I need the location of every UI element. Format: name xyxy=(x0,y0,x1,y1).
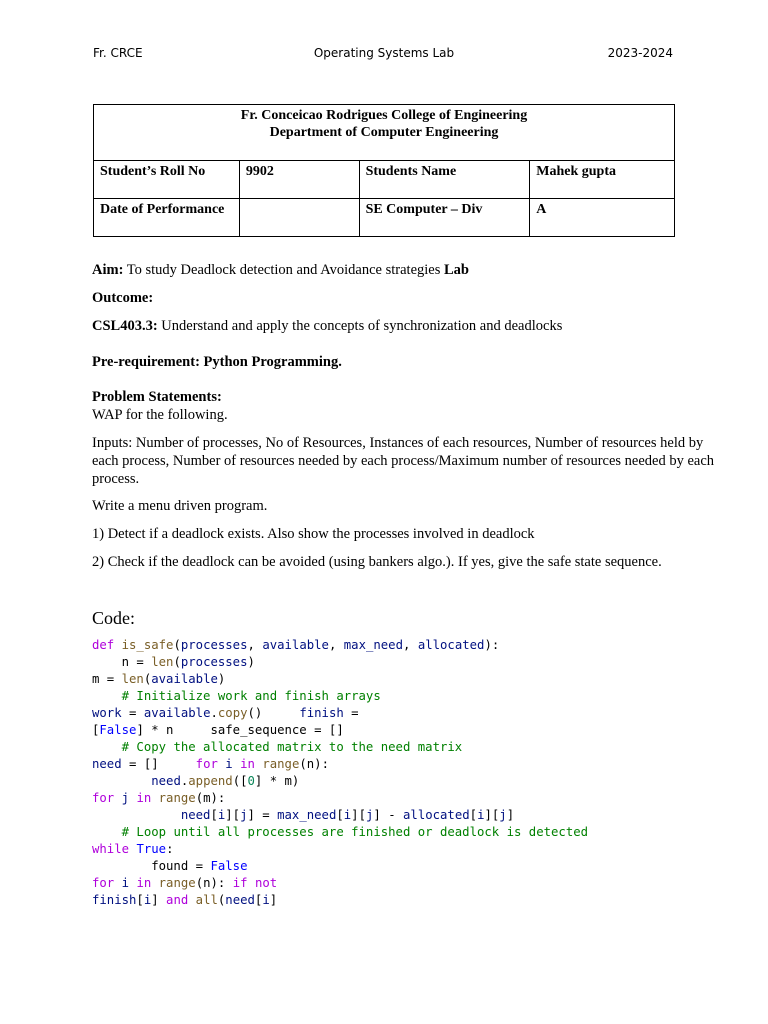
code-line: while True: xyxy=(92,842,174,856)
code-line: need[i][j] = max_need[i][j] - allocated[i][j] xyxy=(180,808,515,822)
code-line: finish[i] and all(need[i] xyxy=(92,893,278,907)
code-line: need.append([0] * m) xyxy=(151,774,300,788)
class-value: A xyxy=(530,199,675,237)
code-line: for i in range(n): if not xyxy=(92,876,278,890)
course-outcome-code: CSL403.3: xyxy=(92,318,158,334)
code-line: for j in range(m): xyxy=(92,791,226,805)
roll-value: 9902 xyxy=(239,161,359,199)
code-line: n = len(processes) xyxy=(92,655,255,669)
outcome-label: Outcome: xyxy=(92,290,154,306)
aim-suffix: Lab xyxy=(444,262,470,278)
code-line: # Initialize work and finish arrays xyxy=(121,689,381,703)
header-institute: Fr. CRCE xyxy=(93,46,143,60)
code-line: m = len(available) xyxy=(92,672,226,686)
code-line: work = available.copy() finish = xyxy=(92,706,359,720)
code-line: found = False xyxy=(92,859,248,873)
date-label: Date of Performance xyxy=(94,199,240,237)
roll-label: Student’s Roll No xyxy=(94,161,240,199)
code-line: # Copy the allocated matrix to the need matrix xyxy=(121,740,463,754)
header-course: Operating Systems Lab xyxy=(313,46,455,60)
menu-line: Write a menu driven program. xyxy=(92,498,268,514)
task-item-2: 2) Check if the deadlock can be avoided (using bankers algo.). If yes, give the safe state sequence. xyxy=(92,554,662,570)
course-outcome-line xyxy=(92,317,722,335)
code-line: # Loop until all processes are finished or deadlock is detected xyxy=(121,825,589,839)
inputs-paragraph: Inputs: Number of processes, No of Resources, Instances of each resources, Number of resources held by each process, Number of resources needed by each process/Maximum number of resources needed by each process. xyxy=(92,435,715,487)
college-name: Fr. Conceicao Rodrigues College of Engineering xyxy=(240,108,528,123)
wap-line: WAP for the following. xyxy=(92,407,228,423)
name-label: Students Name xyxy=(359,161,530,199)
code-line: [False] * n safe_sequence = [] xyxy=(92,723,344,737)
institution-cell xyxy=(94,105,675,161)
date-value xyxy=(239,199,359,237)
code-heading: Code: xyxy=(92,608,135,628)
code-line: def is_safe(processes, available, max_need, allocated): xyxy=(92,638,500,652)
header-year: 2023-2024 xyxy=(607,46,673,60)
code-block xyxy=(92,637,588,909)
student-info-table xyxy=(93,104,675,237)
aim-label: Aim: xyxy=(92,262,124,278)
department-name: Department of Computer Engineering xyxy=(269,125,499,140)
prerequisite: Pre-requirement: Python Programming. xyxy=(92,354,342,370)
name-value: Mahek gupta xyxy=(530,161,675,199)
code-line: need = [] for i in range(n): xyxy=(92,757,329,771)
aim-text: To study Deadlock detection and Avoidance strategies xyxy=(123,262,445,278)
class-label: SE Computer – Div xyxy=(359,199,530,237)
task-item-1: 1) Detect if a deadlock exists. Also show the processes involved in deadlock xyxy=(92,526,535,542)
problem-statements-heading: Problem Statements: xyxy=(92,389,222,405)
course-outcome-text: Understand and apply the concepts of synchronization and deadlocks xyxy=(157,318,563,334)
aim-line xyxy=(92,261,722,279)
